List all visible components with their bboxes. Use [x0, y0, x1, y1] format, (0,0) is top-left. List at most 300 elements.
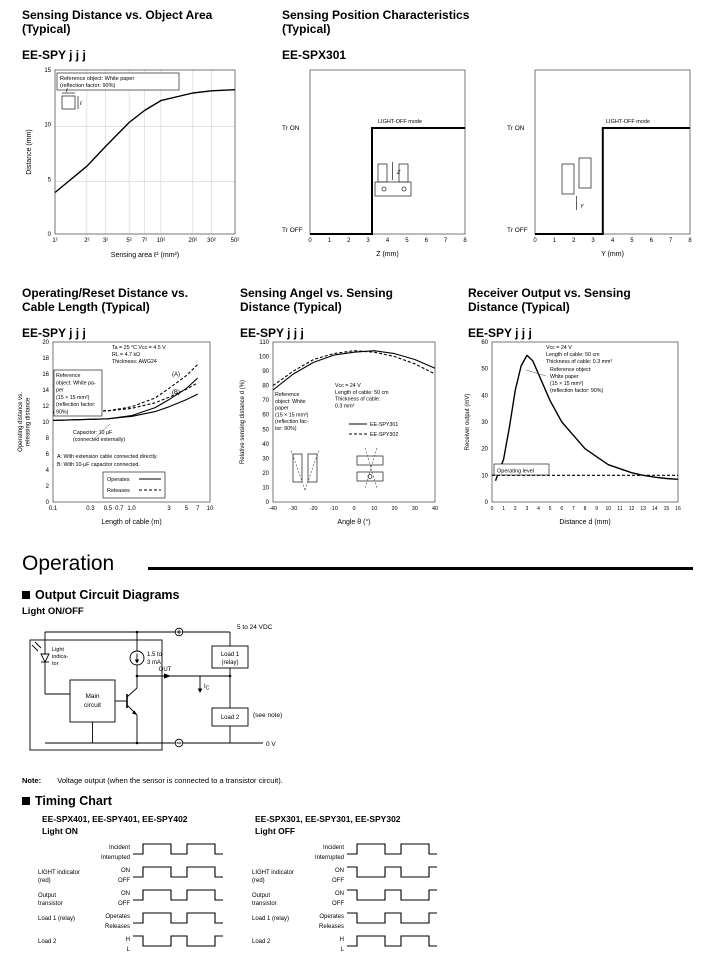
svg-text:6: 6 [649, 238, 653, 244]
svg-text:Interrupted: Interrupted [100, 855, 130, 861]
chart-operating-reset-distance-vs-cable-length [15, 334, 235, 548]
chart3-header [22, 286, 188, 340]
svg-text:Output: Output [252, 893, 271, 899]
chart4-title-line2: Distance (Typical) [240, 300, 342, 314]
square-bullet-icon [22, 797, 30, 805]
svg-text:7²: 7² [141, 238, 148, 244]
svg-text:1: 1 [552, 238, 557, 244]
svg-text:8: 8 [45, 436, 49, 442]
svg-text:2: 2 [572, 238, 576, 244]
svg-text:(15 × 15 mm²): (15 × 15 mm²) [56, 394, 90, 401]
svg-text:0.7: 0.7 [115, 506, 124, 512]
svg-text:Load 1 (relay): Load 1 (relay) [38, 916, 76, 922]
svg-text:ON: ON [121, 868, 130, 874]
z-axis-dim-label: Z [397, 170, 401, 176]
svg-text:Thickness: AWG24: Thickness: AWG24 [112, 359, 157, 365]
output-circuit-label: Output Circuit Diagrams [35, 588, 180, 602]
svg-text:8: 8 [688, 238, 692, 244]
svg-text:0: 0 [484, 500, 488, 506]
current-label-1: 1.5 to [147, 652, 163, 658]
waveform-output-transistor [133, 890, 223, 900]
svg-text:2: 2 [347, 238, 351, 244]
tr-output-step-y [535, 128, 690, 234]
chart3-title-line1: Operating/Reset Distance vs. [22, 286, 189, 300]
y-tick-labels [259, 340, 270, 506]
svg-text:10: 10 [42, 420, 49, 426]
x-axis-label-z: Z (mm) [376, 251, 399, 258]
svg-text:OFF: OFF [118, 878, 130, 884]
output-circuit-diagram [15, 618, 350, 768]
waveform-incident [347, 844, 437, 854]
svg-text:0: 0 [352, 506, 356, 512]
load2-label: Load 2 [220, 715, 240, 721]
x-tick-labels [52, 238, 239, 244]
svg-text:15: 15 [663, 506, 670, 512]
svg-text:Ta = 25 °C Vcc = 4.5 V: Ta = 25 °C Vcc = 4.5 V [112, 345, 166, 351]
svg-text:3²: 3² [102, 238, 109, 244]
see-note-label: (see note) [253, 712, 283, 719]
y-tick-labels [44, 68, 51, 238]
junction-dot [136, 742, 139, 745]
chart1-model: EE-SPY j j j [22, 48, 86, 62]
svg-text:4: 4 [385, 238, 390, 244]
svg-text:Load 1 (relay): Load 1 (relay) [252, 916, 290, 922]
svg-text:(connected externally): (connected externally) [73, 437, 126, 443]
waveform-light-indicator [347, 867, 437, 877]
dim-label-horizontal: ℓ [66, 88, 68, 94]
timing-chart-light-off [252, 840, 462, 960]
legend-box [103, 472, 165, 498]
svg-text:A: With extension cable connec: A: With extension cable connected directly. [57, 454, 158, 460]
svg-text:Load 2: Load 2 [38, 939, 57, 945]
current-label-2: 3 mA [147, 660, 162, 666]
operation-heading: Operation [22, 552, 115, 575]
svg-text:Incident: Incident [322, 845, 344, 851]
svg-text:Releases: Releases [318, 924, 344, 930]
waveform-light-indicator [133, 867, 223, 877]
chart1-title-line2: (Typical) [22, 22, 71, 36]
svg-text:2: 2 [45, 484, 49, 490]
svg-text:0.3: 0.3 [86, 506, 95, 512]
svg-text:LIGHT indicator: LIGHT indicator [252, 870, 294, 876]
waveform-output-transistor [347, 890, 437, 900]
x-axis-label-y: Y (mm) [601, 251, 624, 258]
load1-label-2: (relay) [221, 660, 239, 666]
svg-text:Vcc = 24 V: Vcc = 24 V [335, 383, 361, 389]
x-tick-labels-y [533, 238, 692, 244]
chart5-header [468, 286, 631, 340]
reference-leader-line [526, 370, 546, 376]
svg-text:transistor: transistor [252, 901, 277, 907]
svg-text:Releases: Releases [104, 924, 130, 930]
light-onoff-label: Light ON/OFF [22, 606, 84, 617]
svg-text:90%): 90%) [56, 409, 69, 416]
svg-text:L: L [126, 947, 130, 953]
svg-text:40: 40 [481, 393, 488, 400]
svg-text:Capacitor: 10 µF: Capacitor: 10 µF [73, 430, 113, 436]
svg-text:White paper: White paper [550, 374, 579, 380]
svg-text:13: 13 [640, 506, 646, 512]
chart4-header [240, 286, 393, 340]
main-circuit-label-2: circuit [84, 702, 101, 709]
chart-sensing-distance-vs-object-area [20, 62, 270, 274]
svg-text:(reflection factor:: (reflection factor: [56, 402, 96, 409]
svg-text:B: With 10-µF capacitor connec: B: With 10-µF capacitor connected. [57, 462, 140, 468]
junction-dot [229, 675, 232, 678]
reference-note [275, 392, 309, 432]
svg-text:Reference: Reference [56, 373, 81, 379]
object-size-diagram [62, 93, 78, 109]
light-indicator-label-2: indica- [52, 654, 69, 660]
timing-row-labels [252, 845, 345, 953]
svg-text:4: 4 [45, 468, 49, 474]
waveform-load2 [133, 936, 223, 946]
svg-text:LIGHT indicator: LIGHT indicator [38, 870, 80, 876]
chart5-model: EE-SPY j j j [468, 326, 532, 340]
svg-text:7: 7 [443, 238, 448, 244]
svg-text:10: 10 [481, 473, 488, 480]
svg-text:L: L [340, 947, 344, 953]
svg-text:object: White pa-: object: White pa- [56, 380, 96, 387]
svg-text:OFF: OFF [332, 878, 344, 884]
svg-text:60: 60 [262, 412, 269, 419]
svg-text:ON: ON [335, 868, 344, 874]
svg-text:Vcc = 24 V: Vcc = 24 V [546, 345, 572, 351]
ic-arrowhead [198, 689, 203, 694]
tr-off-label-y: Tr OFF [507, 227, 528, 234]
y-axis-label: Receiver output (mV) [465, 393, 471, 451]
operating-level-label: Operating level [497, 468, 534, 475]
chart2-header [282, 8, 469, 62]
svg-text:30: 30 [481, 420, 488, 426]
x-tick-labels-z [308, 238, 467, 244]
dim-label-vertical: ℓ [80, 101, 82, 107]
chart5-title-line1: Receiver Output vs. Sensing [468, 286, 631, 300]
svg-text:30: 30 [411, 506, 418, 512]
note-text: Voltage output (when the sensor is connected to a transistor circuit). [57, 776, 283, 785]
svg-text:Load 2: Load 2 [252, 939, 271, 945]
chart4-model: EE-SPY j j j [240, 326, 304, 340]
x-axis-label: Distance d (mm) [559, 519, 611, 526]
waveform-load2 [347, 936, 437, 946]
out-label: OUT [158, 667, 172, 673]
timing-row-labels [38, 845, 131, 953]
svg-text:14: 14 [652, 506, 658, 512]
svg-text:10²: 10² [156, 238, 166, 244]
svg-text:OFF: OFF [332, 901, 344, 907]
svg-text:7: 7 [196, 506, 200, 512]
output-circuit-heading [22, 588, 179, 602]
svg-text:10: 10 [44, 122, 51, 129]
svg-text:11: 11 [617, 506, 623, 512]
svg-text:40: 40 [262, 441, 269, 448]
svg-text:Incident: Incident [108, 845, 130, 851]
svg-text:per: per [56, 387, 64, 394]
plot-frame-y [535, 70, 690, 234]
x-tick-labels [49, 506, 214, 512]
current-source-arrowhead [135, 660, 139, 664]
svg-text:(red): (red) [38, 878, 51, 884]
svg-text:9: 9 [595, 506, 598, 512]
svg-text:0: 0 [45, 500, 49, 506]
svg-text:14: 14 [42, 388, 49, 394]
light-off-mode-label-y: LIGHT-OFF mode [606, 119, 651, 125]
svg-text:7: 7 [668, 238, 673, 244]
svg-text:30: 30 [262, 456, 269, 463]
svg-text:40: 40 [431, 506, 439, 512]
y-tick-labels [481, 340, 488, 506]
square-bullet-icon [22, 591, 30, 599]
legend-operates-label: Operates [107, 477, 130, 483]
chart4-title-line1: Sensing Angel vs. Sensing [240, 286, 393, 300]
sensor-orientation-diagram-2 [357, 448, 383, 488]
svg-text:-10: -10 [329, 506, 338, 512]
svg-text:10: 10 [206, 506, 214, 512]
tr-on-label-y: Tr ON [507, 125, 525, 132]
timing-left-models: EE-SPX401, EE-SPY401, EE-SPY402 [42, 814, 188, 824]
x-axis-label: Length of cable (m) [101, 519, 162, 526]
svg-text:20: 20 [481, 446, 488, 453]
x-tick-labels [269, 506, 438, 512]
svg-text:1: 1 [327, 238, 332, 244]
svg-text:10: 10 [605, 506, 612, 512]
chart-sensing-position-characteristics [280, 62, 707, 274]
note-label: Note: [22, 776, 42, 785]
plot-frame [492, 342, 678, 502]
svg-text:4: 4 [537, 506, 540, 512]
waveform-load1 [347, 913, 437, 923]
svg-text:H: H [125, 937, 130, 943]
svg-text:5: 5 [630, 238, 634, 244]
svg-text:70: 70 [262, 398, 269, 405]
svg-text:transistor: transistor [38, 901, 63, 907]
waveform-load1 [133, 913, 223, 923]
junction-dot [136, 675, 139, 678]
svg-text:-30: -30 [289, 506, 298, 512]
svg-text:50: 50 [481, 366, 488, 373]
svg-text:4: 4 [610, 238, 615, 244]
svg-text:object: White: object: White [275, 398, 306, 405]
svg-text:Interrupted: Interrupted [314, 855, 344, 861]
load1-label-1: Load 1 [220, 652, 240, 658]
svg-text:0: 0 [490, 506, 494, 512]
svg-text:1²: 1² [52, 238, 58, 244]
svg-text:15: 15 [44, 68, 51, 74]
zero-volt-label: 0 V [266, 741, 276, 748]
light-indicator-led-icon [32, 642, 49, 662]
x-axis-label: Angle θ (°) [337, 519, 371, 526]
reference-note-line2: (reflection factor: 90%) [60, 83, 116, 89]
svg-text:12: 12 [628, 506, 635, 512]
svg-text:5: 5 [184, 506, 189, 512]
timing-chart-heading [22, 794, 112, 808]
svg-text:30²: 30² [207, 238, 216, 244]
svg-text:6: 6 [560, 506, 564, 512]
svg-text:20: 20 [262, 470, 269, 477]
sensor-orientation-diagram-1 [291, 450, 319, 490]
svg-text:60: 60 [481, 340, 488, 346]
svg-text:3: 3 [525, 506, 529, 512]
timing-right-models: EE-SPX301, EE-SPY301, EE-SPY302 [255, 814, 401, 824]
svg-text:0: 0 [265, 500, 269, 506]
svg-text:3: 3 [591, 238, 595, 244]
test-conditions [112, 345, 166, 365]
out-arrowhead [164, 673, 171, 678]
chart5-title-line2: Distance (Typical) [468, 300, 570, 314]
svg-text:Length of cable: 50 cm: Length of cable: 50 cm [335, 389, 389, 396]
svg-text:Length of cable: 50 cm: Length of cable: 50 cm [546, 352, 600, 358]
svg-text:0: 0 [47, 232, 51, 238]
waveform-incident [133, 844, 223, 854]
svg-text:Reference: Reference [275, 392, 300, 398]
svg-text:20: 20 [391, 506, 398, 512]
svg-text:0: 0 [533, 238, 537, 244]
curve-a-label: (A) [172, 372, 180, 378]
svg-text:50: 50 [262, 427, 269, 434]
svg-text:0.3 mm²: 0.3 mm² [335, 403, 355, 410]
svg-text:3: 3 [167, 506, 171, 512]
svg-text:16: 16 [675, 506, 681, 512]
svg-text:-20: -20 [309, 506, 318, 512]
legend-spy302-label: EE-SPY302 [370, 432, 399, 438]
svg-text:50²: 50² [230, 238, 240, 244]
light-indicator-label-1: Light [52, 647, 64, 653]
chart2-title-line1: Sensing Position Characteristics [282, 8, 470, 22]
svg-text:12: 12 [42, 404, 49, 410]
ic-label: $I_C$ [204, 684, 210, 692]
svg-text:5²: 5² [126, 238, 132, 244]
plus-sign [177, 630, 182, 635]
capacitor-note [73, 430, 125, 443]
x-tick-labels [491, 506, 681, 512]
svg-text:ON: ON [335, 891, 344, 897]
svg-text:tor: 90%): tor: 90%) [275, 426, 297, 432]
receiver-output-curve [496, 355, 679, 480]
svg-text:0: 0 [308, 238, 312, 244]
svg-text:20²: 20² [188, 238, 198, 244]
y-axis-label-line2: releasing distance [25, 397, 32, 447]
curve-b-label: (B) [172, 390, 180, 396]
svg-text:3: 3 [366, 238, 370, 244]
svg-text:8: 8 [463, 238, 467, 244]
test-conditions [546, 345, 612, 365]
timing-right-mode: Light OFF [255, 826, 296, 836]
svg-text:(red): (red) [252, 878, 265, 884]
svg-text:(reflection factor: 90%): (reflection factor: 90%) [550, 388, 604, 394]
chart-receiver-output-vs-sensing-distance [460, 334, 702, 548]
svg-text:(reflection fac-: (reflection fac- [275, 419, 309, 426]
junction-dot [136, 631, 139, 634]
svg-text:6: 6 [45, 452, 49, 458]
tr-on-label-z: Tr ON [282, 125, 300, 132]
svg-text:10: 10 [371, 506, 378, 512]
svg-text:100: 100 [258, 354, 269, 361]
note-line [22, 776, 283, 785]
x-axis-label: Sensing area ℓ² (mm²) [110, 252, 180, 259]
svg-text:7: 7 [572, 506, 575, 512]
sensing-distance-curve [55, 90, 235, 193]
test-conditions [335, 383, 389, 409]
chart-sensing-angle-vs-sensing-distance [235, 334, 457, 548]
y-axis-dim-label: Y [580, 204, 584, 210]
y-axis-label: Distance (mm) [26, 129, 33, 175]
tr-output-step-z [310, 128, 465, 234]
svg-text:5: 5 [405, 238, 409, 244]
svg-text:2: 2 [513, 506, 517, 512]
heading-rule [148, 567, 693, 570]
tr-off-label-z: Tr OFF [282, 227, 303, 234]
svg-text:H: H [339, 937, 344, 943]
svg-text:OFF: OFF [118, 901, 130, 907]
chart3-title-line2: Cable Length (Typical) [22, 300, 150, 314]
svg-text:Reference object:: Reference object: [550, 367, 592, 373]
svg-text:80: 80 [262, 383, 269, 390]
timing-chart-light-on [38, 840, 248, 960]
main-circuit-label-1: Main [85, 693, 100, 700]
svg-text:90: 90 [262, 369, 269, 376]
chart2-model: EE-SPX301 [282, 48, 347, 62]
svg-text:5: 5 [47, 177, 51, 184]
chart1-title-line1: Sensing Distance vs. Object Area [22, 8, 213, 22]
svg-text:-40: -40 [269, 506, 277, 512]
light-indicator-label-3: tor [52, 661, 59, 667]
svg-text:5: 5 [548, 506, 552, 512]
svg-text:8: 8 [583, 506, 587, 512]
svg-text:Thickness of cable:: Thickness of cable: [335, 396, 381, 403]
chart3-model: EE-SPY j j j [22, 326, 86, 340]
svg-text:Thickness of cable: 0.3 mm²: Thickness of cable: 0.3 mm² [546, 359, 613, 365]
curve-ee-spy302 [273, 351, 435, 386]
sensor-diagram-z [375, 162, 411, 196]
svg-text:Output: Output [38, 893, 57, 899]
svg-text:1.0: 1.0 [127, 506, 136, 512]
sensor-diagram-y [562, 158, 591, 210]
supply-voltage-label: 5 to 24 VDC [237, 624, 273, 631]
legend-releases-label: Releases [107, 488, 130, 494]
reference-note-line1: Reference object: White paper [60, 76, 135, 82]
gridlines [55, 70, 235, 234]
y-axis-label: Relative sensing distance d (%) [240, 379, 246, 465]
chart2-title-line2: (Typical) [282, 22, 331, 36]
svg-text:(15 × 15 mm²): (15 × 15 mm²) [550, 381, 584, 387]
timing-chart-label: Timing Chart [35, 794, 112, 808]
legend-spy301-label: EE-SPY301 [370, 422, 399, 428]
chart1-header [22, 8, 212, 62]
svg-text:10: 10 [262, 485, 269, 492]
y-tick-labels [42, 340, 49, 506]
reference-note [550, 367, 604, 394]
svg-text:paper: paper [275, 405, 289, 412]
svg-text:Operates: Operates [105, 914, 130, 920]
svg-text:16: 16 [42, 372, 49, 378]
svg-text:Operates: Operates [319, 914, 344, 920]
svg-text:ON: ON [121, 891, 130, 897]
timing-left-mode: Light ON [42, 826, 78, 836]
svg-text:18: 18 [42, 356, 49, 362]
svg-text:6: 6 [424, 238, 428, 244]
curve-key-notes [57, 454, 158, 468]
y-axis-label-line1: Operating distance vs. [18, 392, 24, 452]
plot-frame-z [310, 70, 465, 234]
main-circuit-box [70, 680, 115, 722]
svg-text:RL = 4.7 kΩ: RL = 4.7 kΩ [112, 352, 141, 358]
svg-text:(15 × 15 mm²): (15 × 15 mm²) [275, 412, 309, 419]
svg-text:1: 1 [502, 506, 505, 512]
plot-frame [55, 70, 235, 234]
svg-text:110: 110 [259, 340, 269, 346]
svg-text:0.5: 0.5 [103, 506, 113, 512]
light-off-mode-label-z: LIGHT-OFF mode [378, 119, 423, 125]
